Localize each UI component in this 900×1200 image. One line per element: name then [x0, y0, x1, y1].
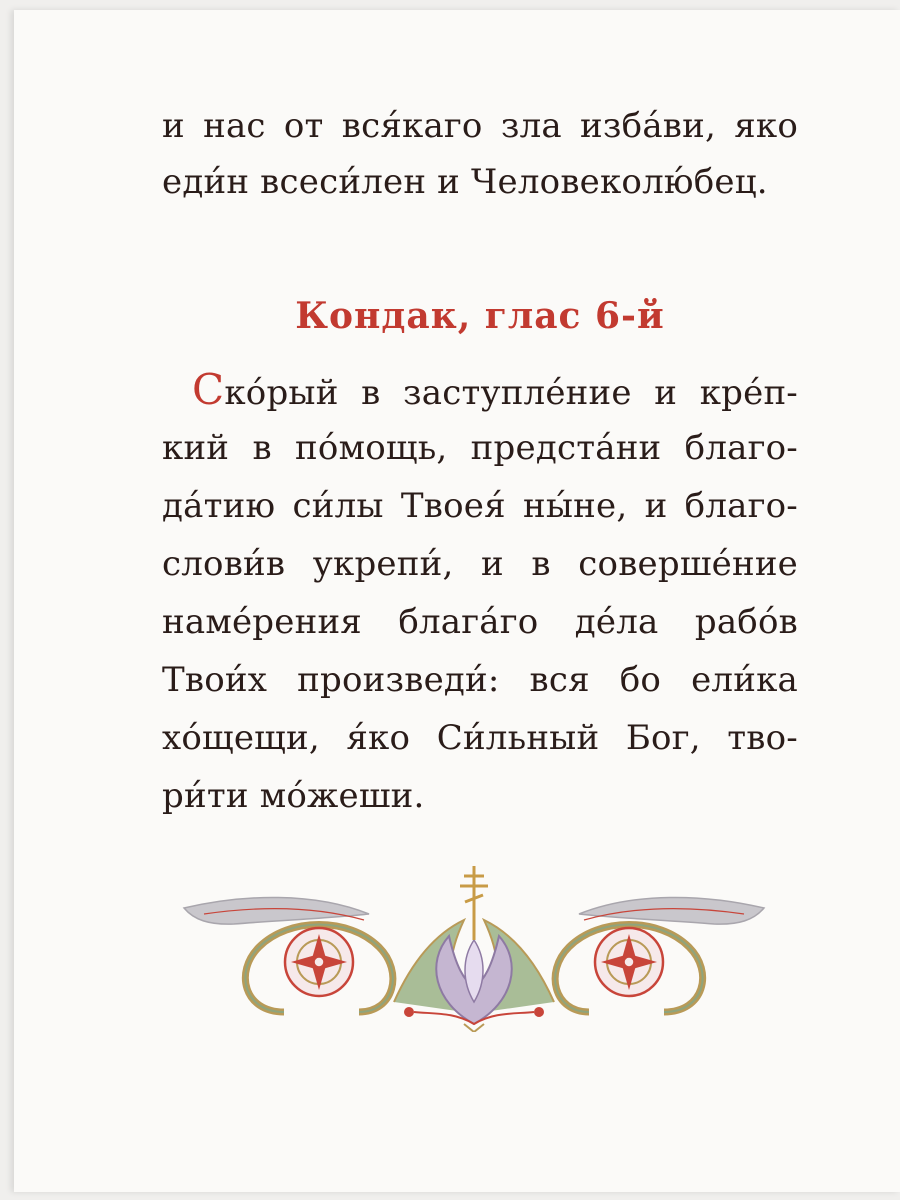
section-heading: Кондак, глас 6-й [295, 295, 665, 337]
kontakion-line-5: наме́рения блага́го де́ла рабо́в [162, 602, 798, 642]
kontakion-line-2: кий в по́мощь, предста́ни благо- [162, 428, 798, 468]
text-line-1: и нас от вся́каго зла изба́ви, яко [162, 106, 798, 146]
kontakion-line-4: слови́в укрепи́, и в соверше́ние [162, 544, 798, 584]
drop-cap: С [192, 365, 225, 414]
kontakion-line-7: хо́щещи, я́ко Си́льный Бог, тво- [162, 718, 798, 758]
book-page [14, 10, 900, 1192]
floral-cross-ornament-icon [164, 862, 784, 1032]
kontakion-line-3: да́тию си́лы Твоея́ ны́не, и благо- [162, 486, 798, 526]
kontakion-line-1 [192, 365, 798, 415]
kontakion-line-1-text: ко́рый в заступле́ние и кре́п- [224, 373, 798, 413]
kontakion-line-6: Твои́х произведи́: вся бо ели́ка [162, 660, 798, 700]
text-line-2: еди́н всеси́лен и Человеколю́бец. [162, 162, 768, 202]
kontakion-line-8: ри́ти мо́жеши. [162, 776, 425, 816]
